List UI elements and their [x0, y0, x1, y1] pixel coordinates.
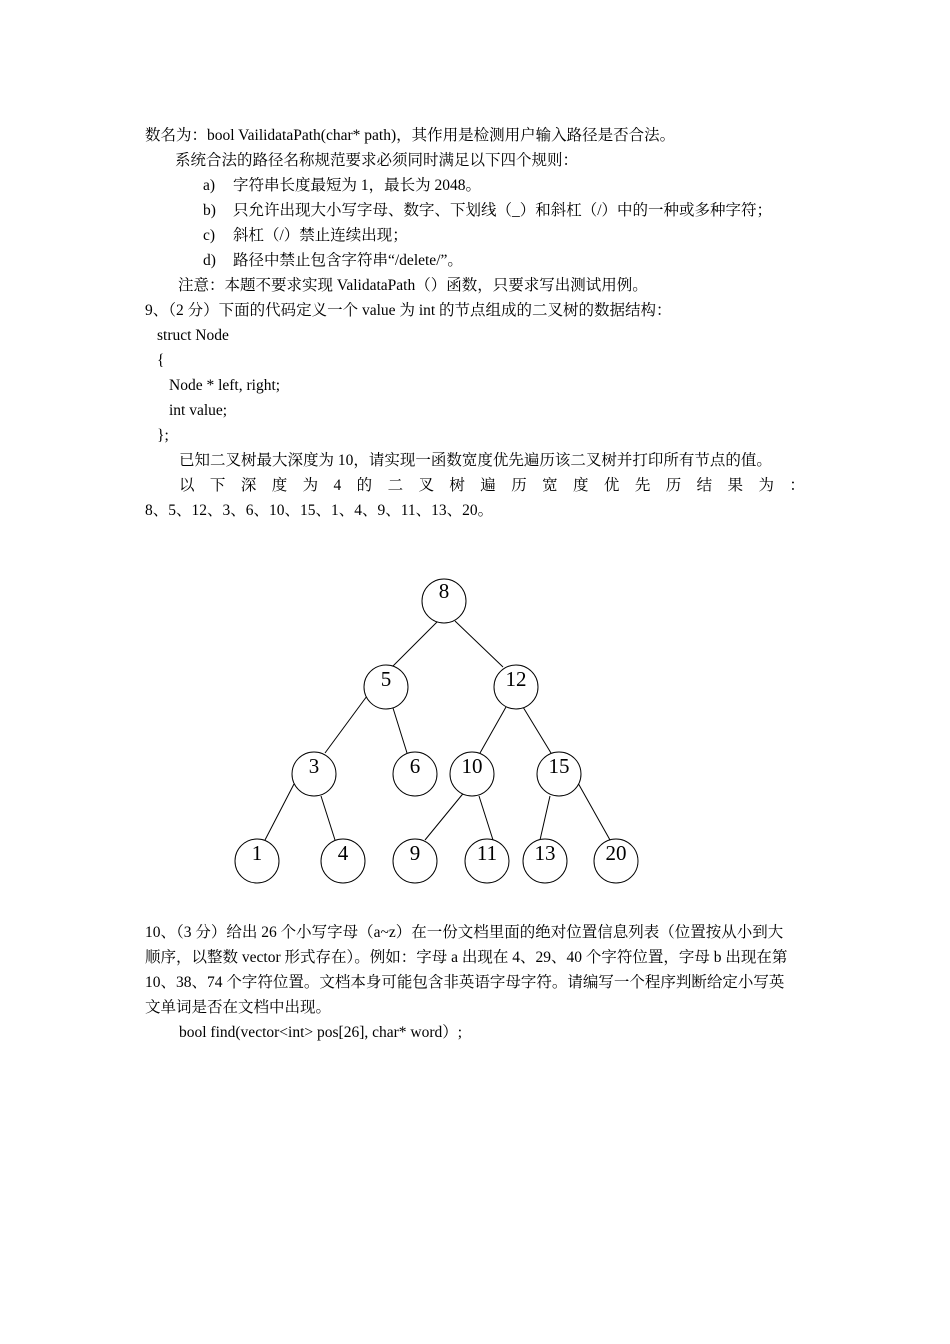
q9-desc-2-char: 遍: [480, 477, 496, 494]
q9-desc-2-char: 为: [758, 477, 774, 494]
rule-a-label: a): [203, 177, 216, 194]
q9-desc-2-char: 树: [449, 477, 465, 494]
q10-line-3: 10、38、74 个字符位置。文档本身可能包含非英语字母字符。请编写一个程序判断给定小写英: [145, 974, 785, 991]
q9-desc-1: 已知二叉树最大深度为 10，请实现一函数宽度优先遍历该二叉树并打印所有节点的值。: [179, 452, 772, 469]
edge-10-11: [479, 796, 493, 840]
q9-desc-2-char: 二: [387, 477, 404, 494]
q9-desc-2-char: 为: [302, 477, 319, 494]
node-label: 12: [505, 667, 527, 691]
tree-circles: [235, 579, 638, 883]
intro-note: 注意：本题不要求实现 ValidataPath（）函数，只要求写出测试用例。: [178, 277, 648, 294]
q9-desc-2-char: 宽: [542, 477, 558, 494]
node-label: 6: [409, 754, 421, 778]
rule-b-text: 只允许出现大小写字母、数字、下划线（_）和斜杠（/）中的一种或多种字符；: [233, 202, 773, 219]
edge-12-10: [480, 707, 506, 753]
edge-5-6: [393, 708, 407, 753]
q9-desc-2-char: 4: [333, 477, 342, 494]
edge-15-20: [578, 783, 610, 840]
rule-c-text: 斜杠（/）禁止连续出现；: [233, 227, 408, 244]
q9-desc-2-char: 历: [665, 477, 682, 494]
rule-a-text: 字符串长度最短为 1，最长为 2048。: [233, 177, 482, 194]
node-label: 3: [308, 754, 320, 778]
q9-desc-2-char: 深: [240, 477, 257, 494]
edge-3-4: [321, 796, 335, 840]
node-label: 9: [409, 841, 421, 865]
edge-3-1: [265, 784, 294, 840]
q10-line-4: 文单词是否在文档中出现。: [145, 999, 332, 1016]
rule-d-label: d): [203, 252, 216, 269]
q9-desc-2-char: 下: [209, 477, 226, 494]
edge-10-9: [425, 790, 466, 840]
node-label: 4: [337, 841, 349, 865]
edge-12-15: [523, 707, 551, 753]
tree-edges: [265, 621, 610, 840]
q9-desc-2-char: 果: [727, 477, 744, 494]
node-label: 5: [380, 667, 392, 691]
q10-line-1: 10、（3 分）给出 26 个小写字母（a~z）在一份文档里面的绝对位置信息列表（位置按从小到大: [145, 924, 784, 941]
q10-line-2: 顺序，以整数 vector 形式存在）。例如：字母 a 出现在 4、29、40 个字符位置，字母 b 出现在第: [145, 949, 788, 966]
intro-line-2: 系统合法的路径名称规范要求必须同时满足以下四个规则：: [175, 152, 579, 169]
q9-desc-2-char: 以: [179, 477, 195, 494]
node-label: 1: [251, 841, 263, 865]
q9-title: 9、（2 分）下面的代码定义一个 value 为 int 的节点组成的二叉树的数据结构：: [145, 302, 672, 319]
rule-c-label: c): [203, 227, 216, 244]
q9-desc-2-char: ：: [789, 477, 805, 494]
node-label: 20: [605, 841, 627, 865]
q9-desc-2-char: 先: [634, 477, 651, 494]
q9-desc-2-char: 历: [511, 477, 527, 494]
code-line-2: {: [157, 352, 165, 369]
edge-5-3: [325, 696, 367, 753]
q10-function-signature: bool find(vector<int> pos[26], char* word）;: [179, 1024, 463, 1041]
node-label: 13: [534, 841, 556, 865]
q9-desc-3: 8、5、12、3、6、10、15、1、4、9、11、13、20。: [145, 502, 494, 519]
q9-desc-2-char: 优: [603, 477, 620, 494]
q9-desc-2-char: 度: [573, 477, 589, 494]
rule-d-text: 路径中禁止包含字符串“/delete/”。: [233, 252, 463, 269]
node-label: 15: [548, 754, 570, 778]
q9-desc-2-char: 的: [356, 477, 373, 494]
code-line-3: Node * left, right;: [169, 377, 281, 394]
q9-desc-2-char: 度: [271, 477, 288, 494]
edge-15-13: [540, 796, 550, 840]
edge-8-12: [455, 621, 503, 667]
q9-desc-2-char: 结: [696, 477, 713, 494]
node-label: 11: [476, 841, 498, 865]
code-line-5: };: [157, 427, 169, 444]
node-label: 10: [461, 754, 483, 778]
edge-8-5: [393, 622, 437, 666]
code-line-1: struct Node: [157, 327, 229, 344]
q9-desc-2-char: 叉: [418, 477, 434, 494]
code-line-4: int value;: [169, 402, 228, 419]
rule-b-label: b): [203, 202, 216, 219]
intro-line-1: 数名为：bool VailidataPath(char* path)，其作用是检测用户输入路径是否合法。: [145, 127, 676, 144]
node-label: 8: [438, 579, 450, 603]
